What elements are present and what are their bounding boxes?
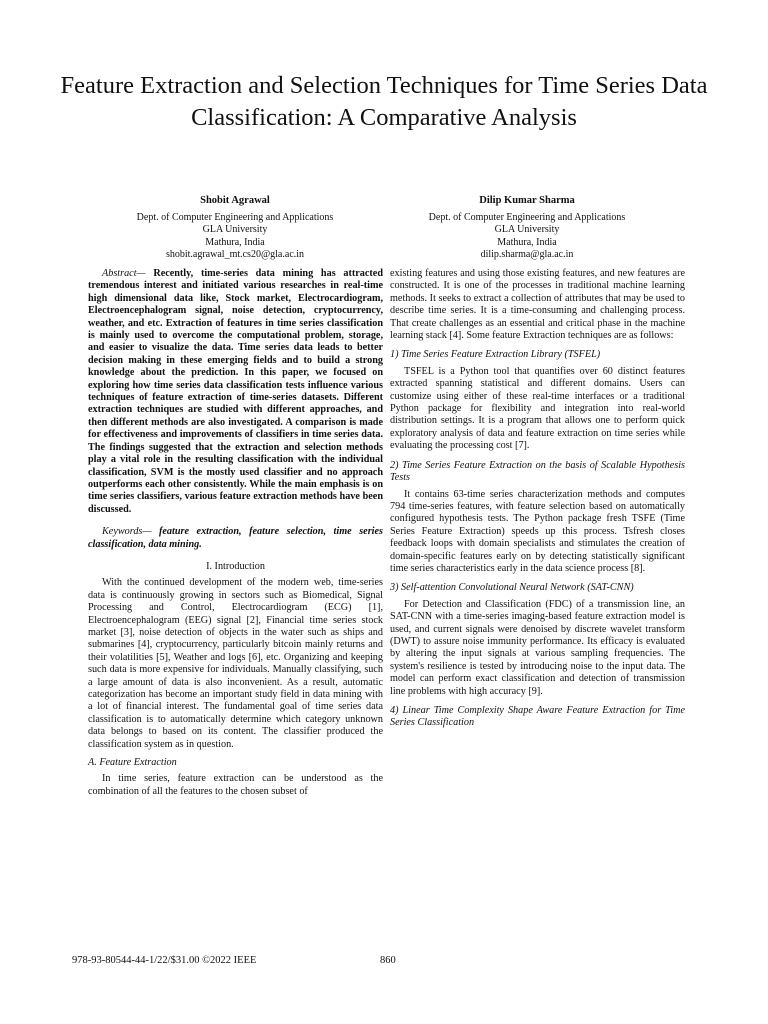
author-block-2 — [392, 195, 662, 262]
abstract — [88, 268, 383, 516]
tsfel-paragraph: TSFEL is a Python tool that quantifies over 60 distinct features extracted spanning statistical and different domains. Users can customize using either of these real-time interfaces or a traditional Python package for flexibility and integration into real-world distribution settings. It is a program that allows one to perform quick exploratory analysis of data and feature extraction on time series while evaluating the processing cost [7]. — [390, 365, 685, 452]
author-university: GLA University — [202, 224, 268, 235]
abstract-label: Abstract— — [102, 268, 146, 279]
subsubsection-heading-sat-cnn: 3) Self-attention Convolutional Neural Network (SAT-CNN) — [390, 582, 634, 594]
left-column — [88, 268, 383, 798]
right-column — [390, 268, 685, 734]
author-dept: Dept. of Computer Engineering and Applications — [428, 211, 626, 223]
page-number: 860 — [380, 955, 396, 966]
author-city: Mathura, India — [497, 236, 557, 248]
subsection-heading-feature-extraction: A. Feature Extraction — [88, 757, 177, 769]
subsubsection-heading-shape-aware: 4) Linear Time Complexity Shape Aware Feature Extraction for Time Series Classification — [390, 705, 685, 729]
subsubsection-heading-hypothesis-tests: 2) Time Series Feature Extraction on the basis of Scalable Hypothesis Tests — [390, 459, 685, 484]
keywords — [88, 526, 383, 551]
author-dept: Dept. of Computer Engineering and Applications — [136, 211, 334, 223]
author-email: shobit.agrawal_mt.cs20@gla.ac.in — [165, 249, 305, 260]
keywords-label: Keywords— — [102, 526, 152, 538]
continued-paragraph: existing features and using those existing features, and new features are constructed. It is one of the processes in traditional machine learning methods. It seeks to extract a collection of attributes that may be used to describe time series. It is a time-consuming and challenging process. That create challenges as an essential and critical phase in the machine learning stack [4]. Some feature Extraction techniques are as follows: — [390, 268, 685, 342]
author-name: Dilip Kumar Sharma — [479, 195, 575, 206]
author-university: GLA University — [494, 224, 560, 235]
keywords-text: feature extraction, feature selection, time series classification, data mining. — [88, 526, 383, 550]
paper-title: Feature Extraction and Selection Techniques for Time Series Data Classification: A Comparative Analysis — [60, 72, 708, 131]
sat-cnn-paragraph: For Detection and Classification (FDC) of a transmission line, an SAT-CNN with a time-series imaging-based feature extraction model is used, and current signals were denoised by discrete wavelet transform (DWT) to assure noise immunity performance. Its efficacy is evaluated by altering the input signals at various sampling frequencies. The system's resilience is tested by introducing noise to the input data. The model can perform exact classification and detection of transmission line problems with high accuracy [9]. — [390, 598, 685, 697]
author-name: Shobit Agrawal — [200, 195, 270, 206]
abstract-text: Recently, time-series data mining has attracted tremendous interest and initiated various researches in real-time high dimensional data like, Stock market, Electrocardiogram, Electroencephalogram signal, noise detection, cryptocurrency, weather, and etc. Extraction of features in time series classification is mainly used to overcome the computational problem, storage, and easier to visualize the data. Time series data leads to better decision making in these emerging fields and to build a strong knowledge about the prediction. In this paper, we focused on exploring how time series data classification tests influence various techniques of feature extraction of time-series datasets. Different extraction techniques are studied with different approaches, and then different methods are also investigated. A comparison is made for effectiveness and improvements of classifiers in time series data. The findings suggested that the extraction and selection methods play a vital role in the resulting classification with the individual classification, SVM is the mostly used classifier and no approach outperforms each other consistently. While the main emphasis is on time series classifiers, various feature extraction methods have been discussed. — [88, 268, 383, 515]
author-city: Mathura, India — [205, 236, 265, 248]
author-block-1 — [100, 195, 370, 262]
author-email: dilip.sharma@gla.ac.in — [480, 249, 574, 260]
hypothesis-tests-paragraph: It contains 63-time series characterization methods and computes 794 time-series features, with feature selection based on automatically configured hypothesis tests. The Python package fresh TSFE (Time Series Feature Extraction) speeds up this process. Tsfresh closes feedback loops with domain specialists and stimulates the creation of domain-specific features early on by detecting statistically significant time series characteristics early in the data science process [8]. — [390, 488, 685, 574]
feature-extraction-paragraph: In time series, feature extraction can be understood as the combination of all the features to the chosen subset of — [88, 773, 383, 797]
intro-paragraph: With the continued development of the modern web, time-series data is continuously growing in sectors such as Biomedical, Signal Processing and Control, Electrocardiogram (ECG) [1], Electroencephalogram (EEG) signal [2], Financial time series stock market [3], noise detection of objects in the water such as ships and submarines [4], cryptocurrency, particularly bitcoin mainly returns and their volatilities [5], Weather and logs [6], etc. Organizing and keeping such data is more expensive for individuals. Manually classifying, such a large amount of data is also inconvenient. As a result, automatic categorization has become an important study field in data mining with a lot of financial interest. The fundamental goal of time series data classification is to automatically determine which category unknown data belongs to based on its content. The classifier produced the classification system as in question. — [88, 577, 383, 750]
footer-isbn: 978-93-80544-44-1/22/$31.00 ©2022 IEEE — [72, 955, 257, 966]
subsubsection-heading-tsfel: 1) Time Series Feature Extraction Library (TSFEL) — [390, 349, 601, 361]
section-heading-introduction: I. Introduction — [206, 560, 265, 572]
